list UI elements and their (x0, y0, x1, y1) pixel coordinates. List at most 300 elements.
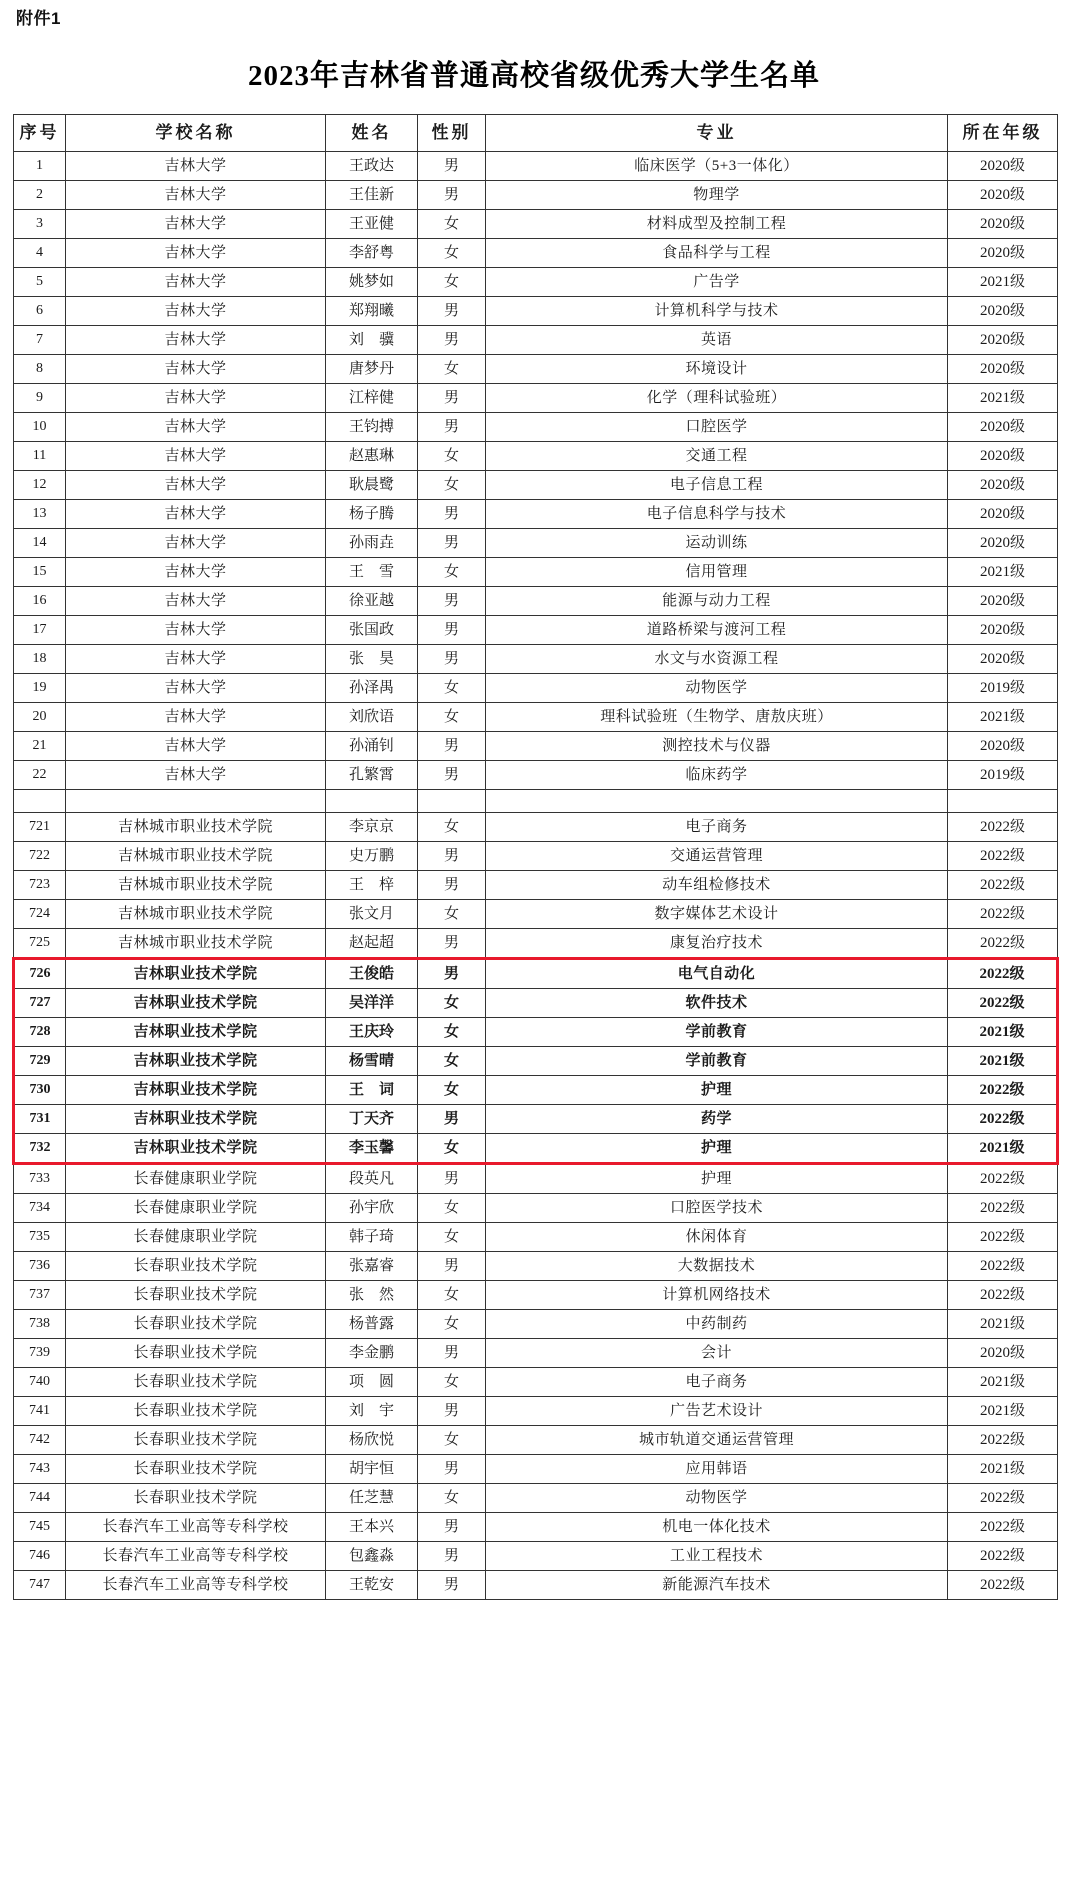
cell-name: 项 圆 (326, 1368, 418, 1397)
cell-school: 吉林城市职业技术学院 (66, 929, 326, 959)
cell-gender: 男 (418, 529, 486, 558)
cell-grade: 2022级 (948, 1542, 1058, 1571)
cell-name: 李京京 (326, 813, 418, 842)
cell-gender: 女 (418, 703, 486, 732)
cell-gender: 男 (418, 959, 486, 989)
cell-school: 长春职业技术学院 (66, 1426, 326, 1455)
cell-empty (948, 790, 1058, 813)
cell-school: 吉林大学 (66, 181, 326, 210)
cell-name: 孙宇欣 (326, 1194, 418, 1223)
cell-gender: 女 (418, 210, 486, 239)
table-row (14, 1426, 1058, 1455)
cell-name: 刘 骥 (326, 326, 418, 355)
cell-grade: 2022级 (948, 1223, 1058, 1252)
table-row (14, 674, 1058, 703)
cell-school: 吉林大学 (66, 442, 326, 471)
cell-name: 孙涌钊 (326, 732, 418, 761)
cell-school: 吉林城市职业技术学院 (66, 842, 326, 871)
table-row (14, 1484, 1058, 1513)
table-row (14, 384, 1058, 413)
cell-major: 水文与水资源工程 (486, 645, 948, 674)
cell-school: 长春职业技术学院 (66, 1484, 326, 1513)
cell-major: 能源与动力工程 (486, 587, 948, 616)
cell-major: 临床医学（5+3一体化） (486, 152, 948, 181)
table-row (14, 297, 1058, 326)
cell-gender: 女 (418, 1484, 486, 1513)
table-continuation-gap (14, 790, 1058, 813)
cell-school: 长春汽车工业高等专科学校 (66, 1542, 326, 1571)
cell-grade: 2020级 (948, 152, 1058, 181)
table-row (14, 239, 1058, 268)
cell-major: 动车组检修技术 (486, 871, 948, 900)
cell-major: 电子商务 (486, 813, 948, 842)
cell-idx: 14 (14, 529, 66, 558)
cell-major: 临床药学 (486, 761, 948, 790)
cell-empty (326, 790, 418, 813)
cell-gender: 女 (418, 674, 486, 703)
table-row (14, 1018, 1058, 1047)
cell-major: 学前教育 (486, 1047, 948, 1076)
table-row (14, 1076, 1058, 1105)
cell-school: 吉林大学 (66, 152, 326, 181)
cell-idx: 742 (14, 1426, 66, 1455)
column-header-grade: 所在年级 (948, 115, 1058, 152)
cell-school: 长春职业技术学院 (66, 1252, 326, 1281)
cell-name: 王 词 (326, 1076, 418, 1105)
cell-empty (418, 790, 486, 813)
cell-idx: 12 (14, 471, 66, 500)
cell-name: 胡宇恒 (326, 1455, 418, 1484)
cell-major: 口腔医学 (486, 413, 948, 442)
table-row (14, 1368, 1058, 1397)
cell-grade: 2021级 (948, 1310, 1058, 1339)
cell-name: 张国政 (326, 616, 418, 645)
cell-school: 吉林大学 (66, 529, 326, 558)
table-row (14, 813, 1058, 842)
cell-name: 姚梦如 (326, 268, 418, 297)
cell-idx: 15 (14, 558, 66, 587)
cell-major: 城市轨道交通运营管理 (486, 1426, 948, 1455)
cell-name: 江梓健 (326, 384, 418, 413)
cell-major: 康复治疗技术 (486, 929, 948, 959)
cell-school: 吉林大学 (66, 732, 326, 761)
cell-school: 吉林大学 (66, 616, 326, 645)
cell-name: 杨子腾 (326, 500, 418, 529)
cell-gender: 男 (418, 1397, 486, 1426)
cell-school: 长春职业技术学院 (66, 1281, 326, 1310)
cell-grade: 2020级 (948, 326, 1058, 355)
table-row (14, 929, 1058, 959)
cell-gender: 女 (418, 471, 486, 500)
table-row (14, 529, 1058, 558)
cell-school: 吉林大学 (66, 558, 326, 587)
cell-major: 护理 (486, 1076, 948, 1105)
cell-major: 化学（理科试验班） (486, 384, 948, 413)
table-row (14, 703, 1058, 732)
cell-gender: 女 (418, 813, 486, 842)
cell-gender: 女 (418, 1310, 486, 1339)
cell-major: 护理 (486, 1164, 948, 1194)
cell-name: 韩子琦 (326, 1223, 418, 1252)
cell-major: 应用韩语 (486, 1455, 948, 1484)
cell-name: 张文月 (326, 900, 418, 929)
cell-grade: 2021级 (948, 1455, 1058, 1484)
column-header-name: 姓名 (326, 115, 418, 152)
cell-major: 新能源汽车技术 (486, 1571, 948, 1600)
cell-school: 吉林大学 (66, 297, 326, 326)
cell-major: 工业工程技术 (486, 1542, 948, 1571)
table-row (14, 413, 1058, 442)
cell-idx: 739 (14, 1339, 66, 1368)
cell-gender: 女 (418, 442, 486, 471)
table-row (14, 1105, 1058, 1134)
cell-grade: 2022级 (948, 900, 1058, 929)
table-row (14, 500, 1058, 529)
cell-grade: 2022级 (948, 871, 1058, 900)
cell-gender: 男 (418, 871, 486, 900)
cell-idx: 728 (14, 1018, 66, 1047)
cell-grade: 2022级 (948, 1571, 1058, 1600)
cell-grade: 2021级 (948, 384, 1058, 413)
cell-school: 吉林职业技术学院 (66, 1134, 326, 1164)
table-row (14, 1223, 1058, 1252)
cell-name: 郑翔曦 (326, 297, 418, 326)
cell-gender: 男 (418, 645, 486, 674)
cell-gender: 女 (418, 268, 486, 297)
cell-gender: 男 (418, 1513, 486, 1542)
cell-school: 吉林大学 (66, 500, 326, 529)
cell-name: 王佳新 (326, 181, 418, 210)
cell-gender: 女 (418, 239, 486, 268)
column-header-school: 学校名称 (66, 115, 326, 152)
table-row (14, 181, 1058, 210)
cell-idx: 745 (14, 1513, 66, 1542)
cell-name: 杨雪晴 (326, 1047, 418, 1076)
cell-gender: 男 (418, 842, 486, 871)
table-row (14, 1194, 1058, 1223)
cell-school: 吉林大学 (66, 645, 326, 674)
column-header-index: 序号 (14, 115, 66, 152)
table-row (14, 989, 1058, 1018)
cell-name: 李舒粤 (326, 239, 418, 268)
cell-idx: 736 (14, 1252, 66, 1281)
cell-name: 张 昊 (326, 645, 418, 674)
cell-school: 吉林职业技术学院 (66, 1105, 326, 1134)
table-body (14, 152, 1058, 1600)
cell-idx: 733 (14, 1164, 66, 1194)
cell-school: 吉林大学 (66, 326, 326, 355)
cell-name: 赵惠琳 (326, 442, 418, 471)
cell-gender: 男 (418, 616, 486, 645)
cell-school: 吉林大学 (66, 384, 326, 413)
cell-major: 大数据技术 (486, 1252, 948, 1281)
cell-gender: 男 (418, 761, 486, 790)
cell-name: 段英凡 (326, 1164, 418, 1194)
cell-school: 长春职业技术学院 (66, 1310, 326, 1339)
cell-grade: 2022级 (948, 1105, 1058, 1134)
cell-name: 王俊皓 (326, 959, 418, 989)
cell-gender: 女 (418, 1047, 486, 1076)
table-row (14, 558, 1058, 587)
cell-name: 刘 宇 (326, 1397, 418, 1426)
cell-school: 吉林大学 (66, 268, 326, 297)
cell-gender: 男 (418, 1542, 486, 1571)
cell-major: 计算机科学与技术 (486, 297, 948, 326)
cell-name: 包鑫淼 (326, 1542, 418, 1571)
cell-grade: 2022级 (948, 959, 1058, 989)
cell-major: 中药制药 (486, 1310, 948, 1339)
cell-school: 长春汽车工业高等专科学校 (66, 1513, 326, 1542)
cell-major: 广告学 (486, 268, 948, 297)
cell-gender: 女 (418, 1134, 486, 1164)
cell-gender: 男 (418, 1164, 486, 1194)
table-row (14, 616, 1058, 645)
cell-gender: 女 (418, 1426, 486, 1455)
cell-major: 环境设计 (486, 355, 948, 384)
cell-idx: 740 (14, 1368, 66, 1397)
cell-name: 史万鹏 (326, 842, 418, 871)
table-header-row (14, 115, 1058, 152)
cell-idx: 17 (14, 616, 66, 645)
cell-school: 长春健康职业学院 (66, 1164, 326, 1194)
cell-idx: 19 (14, 674, 66, 703)
page-title: 2023年吉林省普通高校省级优秀大学生名单 (247, 60, 820, 92)
cell-grade: 2020级 (948, 355, 1058, 384)
cell-idx: 737 (14, 1281, 66, 1310)
cell-grade: 2020级 (948, 413, 1058, 442)
cell-idx: 723 (14, 871, 66, 900)
cell-school: 吉林职业技术学院 (66, 1047, 326, 1076)
cell-grade: 2021级 (948, 1018, 1058, 1047)
cell-school: 长春职业技术学院 (66, 1368, 326, 1397)
cell-name: 杨普露 (326, 1310, 418, 1339)
table-row (14, 900, 1058, 929)
column-header-major: 专业 (486, 115, 948, 152)
cell-gender: 女 (418, 1194, 486, 1223)
cell-school: 长春健康职业学院 (66, 1223, 326, 1252)
cell-gender: 男 (418, 1571, 486, 1600)
cell-gender: 女 (418, 1076, 486, 1105)
cell-gender: 女 (418, 1281, 486, 1310)
cell-idx: 16 (14, 587, 66, 616)
cell-empty (66, 790, 326, 813)
cell-major: 电子商务 (486, 1368, 948, 1397)
column-header-gender: 性别 (418, 115, 486, 152)
cell-grade: 2022级 (948, 842, 1058, 871)
cell-idx: 5 (14, 268, 66, 297)
cell-name: 王乾安 (326, 1571, 418, 1600)
cell-idx: 721 (14, 813, 66, 842)
cell-name: 王本兴 (326, 1513, 418, 1542)
cell-gender: 男 (418, 1339, 486, 1368)
table-row (14, 152, 1058, 181)
cell-gender: 男 (418, 732, 486, 761)
cell-name: 丁天齐 (326, 1105, 418, 1134)
cell-idx: 724 (14, 900, 66, 929)
cell-gender: 男 (418, 929, 486, 959)
cell-name: 耿晨鹭 (326, 471, 418, 500)
table-row (14, 471, 1058, 500)
cell-gender: 女 (418, 900, 486, 929)
cell-idx: 10 (14, 413, 66, 442)
cell-gender: 男 (418, 1455, 486, 1484)
cell-gender: 男 (418, 384, 486, 413)
cell-grade: 2022级 (948, 989, 1058, 1018)
cell-major: 计算机网络技术 (486, 1281, 948, 1310)
cell-idx: 7 (14, 326, 66, 355)
cell-idx: 722 (14, 842, 66, 871)
cell-idx: 1 (14, 152, 66, 181)
table-row (14, 1281, 1058, 1310)
cell-idx: 726 (14, 959, 66, 989)
cell-gender: 女 (418, 1018, 486, 1047)
table-row (14, 1047, 1058, 1076)
cell-major: 交通运营管理 (486, 842, 948, 871)
cell-idx: 747 (14, 1571, 66, 1600)
cell-name: 王 梓 (326, 871, 418, 900)
cell-idx: 20 (14, 703, 66, 732)
cell-grade: 2022级 (948, 1194, 1058, 1223)
cell-idx: 21 (14, 732, 66, 761)
cell-school: 吉林大学 (66, 703, 326, 732)
cell-grade: 2021级 (948, 1397, 1058, 1426)
cell-idx: 9 (14, 384, 66, 413)
cell-grade: 2022级 (948, 1076, 1058, 1105)
cell-school: 吉林职业技术学院 (66, 1018, 326, 1047)
cell-gender: 男 (418, 326, 486, 355)
cell-idx: 738 (14, 1310, 66, 1339)
cell-gender: 男 (418, 152, 486, 181)
cell-gender: 男 (418, 297, 486, 326)
cell-name: 刘欣语 (326, 703, 418, 732)
cell-grade: 2022级 (948, 813, 1058, 842)
cell-idx: 730 (14, 1076, 66, 1105)
cell-school: 吉林城市职业技术学院 (66, 871, 326, 900)
cell-grade: 2021级 (948, 558, 1058, 587)
cell-name: 吴洋洋 (326, 989, 418, 1018)
cell-name: 孙雨垚 (326, 529, 418, 558)
cell-school: 吉林城市职业技术学院 (66, 813, 326, 842)
cell-name: 杨欣悦 (326, 1426, 418, 1455)
cell-school: 吉林大学 (66, 413, 326, 442)
cell-idx: 11 (14, 442, 66, 471)
cell-gender: 男 (418, 181, 486, 210)
cell-gender: 男 (418, 587, 486, 616)
cell-school: 吉林大学 (66, 210, 326, 239)
cell-major: 数字媒体艺术设计 (486, 900, 948, 929)
cell-name: 张 然 (326, 1281, 418, 1310)
cell-idx: 8 (14, 355, 66, 384)
cell-grade: 2020级 (948, 297, 1058, 326)
cell-gender: 女 (418, 1223, 486, 1252)
cell-grade: 2022级 (948, 1281, 1058, 1310)
cell-idx: 6 (14, 297, 66, 326)
cell-grade: 2019级 (948, 674, 1058, 703)
attachment-label: 附件1 (16, 9, 61, 28)
cell-major: 食品科学与工程 (486, 239, 948, 268)
cell-major: 软件技术 (486, 989, 948, 1018)
cell-empty (14, 790, 66, 813)
cell-major: 测控技术与仪器 (486, 732, 948, 761)
cell-idx: 727 (14, 989, 66, 1018)
cell-grade: 2020级 (948, 732, 1058, 761)
cell-grade: 2021级 (948, 703, 1058, 732)
cell-idx: 2 (14, 181, 66, 210)
cell-name: 孙泽禺 (326, 674, 418, 703)
table-row (14, 1397, 1058, 1426)
table-row (14, 1134, 1058, 1164)
cell-name: 王 雪 (326, 558, 418, 587)
cell-grade: 2021级 (948, 268, 1058, 297)
cell-school: 吉林大学 (66, 355, 326, 384)
cell-grade: 2021级 (948, 1134, 1058, 1164)
table-row (14, 326, 1058, 355)
cell-grade: 2020级 (948, 645, 1058, 674)
cell-idx: 13 (14, 500, 66, 529)
cell-idx: 3 (14, 210, 66, 239)
cell-name: 王政达 (326, 152, 418, 181)
cell-school: 长春汽车工业高等专科学校 (66, 1571, 326, 1600)
cell-idx: 746 (14, 1542, 66, 1571)
cell-grade: 2021级 (948, 1047, 1058, 1076)
cell-grade: 2022级 (948, 1513, 1058, 1542)
cell-gender: 女 (418, 1368, 486, 1397)
table-row (14, 355, 1058, 384)
cell-name: 徐亚越 (326, 587, 418, 616)
cell-gender: 女 (418, 989, 486, 1018)
table-row (14, 1571, 1058, 1600)
table-row (14, 268, 1058, 297)
cell-major: 电气自动化 (486, 959, 948, 989)
table-row (14, 1542, 1058, 1571)
student-roster-table (12, 114, 1059, 1600)
table-row (14, 587, 1058, 616)
cell-name: 李金鹏 (326, 1339, 418, 1368)
cell-idx: 744 (14, 1484, 66, 1513)
table-header (14, 115, 1058, 152)
cell-grade: 2019级 (948, 761, 1058, 790)
cell-idx: 732 (14, 1134, 66, 1164)
cell-name: 王庆玲 (326, 1018, 418, 1047)
cell-major: 机电一体化技术 (486, 1513, 948, 1542)
table-row (14, 761, 1058, 790)
cell-grade: 2020级 (948, 210, 1058, 239)
cell-grade: 2020级 (948, 442, 1058, 471)
cell-idx: 741 (14, 1397, 66, 1426)
cell-grade: 2020级 (948, 1339, 1058, 1368)
cell-grade: 2020级 (948, 471, 1058, 500)
cell-idx: 735 (14, 1223, 66, 1252)
cell-school: 吉林职业技术学院 (66, 1076, 326, 1105)
cell-empty (486, 790, 948, 813)
cell-major: 材料成型及控制工程 (486, 210, 948, 239)
cell-name: 王亚健 (326, 210, 418, 239)
cell-major: 会计 (486, 1339, 948, 1368)
table-row (14, 442, 1058, 471)
cell-school: 长春职业技术学院 (66, 1339, 326, 1368)
cell-school: 吉林大学 (66, 239, 326, 268)
cell-grade: 2020级 (948, 239, 1058, 268)
cell-grade: 2020级 (948, 500, 1058, 529)
cell-major: 口腔医学技术 (486, 1194, 948, 1223)
table-row (14, 1339, 1058, 1368)
table-row (14, 1252, 1058, 1281)
cell-grade: 2020级 (948, 181, 1058, 210)
cell-major: 动物医学 (486, 674, 948, 703)
cell-school: 吉林大学 (66, 761, 326, 790)
cell-grade: 2021级 (948, 1368, 1058, 1397)
cell-major: 信用管理 (486, 558, 948, 587)
